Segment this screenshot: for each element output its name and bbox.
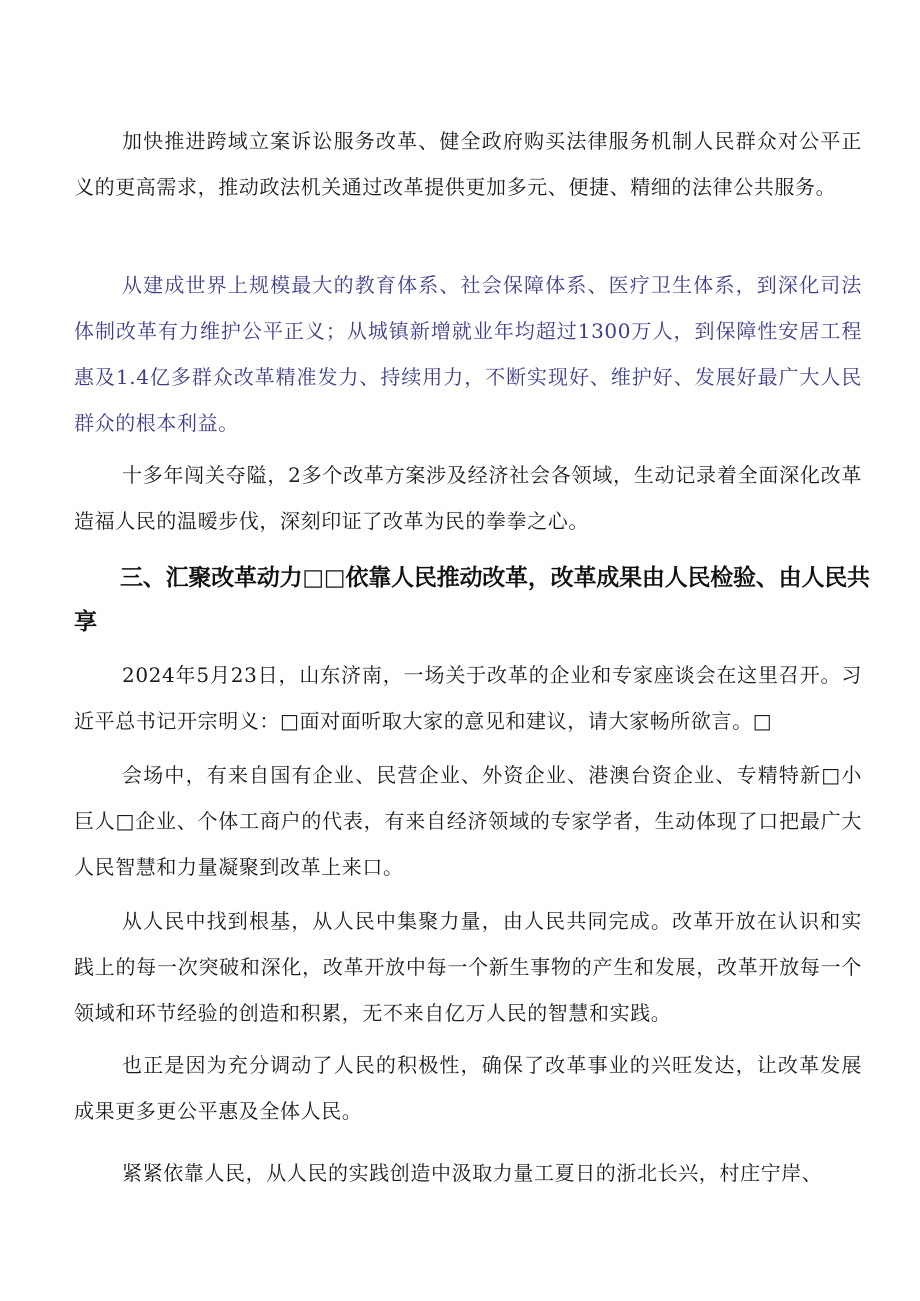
paragraph-people-foundation: 从人民中找到根基，从人民中集聚力量，由人民共同完成。改革开放在认识和实践上的每一次突破和深化，改革开放中每一个新生事物的产生和发展，改革开放每一个领域和环节经验的创造和积累，无不来自亿万人民的智慧和实践。 <box>74 909 862 1025</box>
section-heading: 三、汇聚改革动力□□依靠人民推动改革，改革成果由人民检验、由人民共享 <box>74 565 870 635</box>
paragraph-legal-services: 加快推进跨域立案诉讼服务改革、健全政府购买法律服务机制人民群众对公平正义的更高需求，推动政法机关通过改革提供更加多元、便捷、精细的法律公共服务。 <box>74 129 862 199</box>
paragraph-attendees: 会场中，有来自国有企业、民营企业、外资企业、港澳台资企业、专精特新□小巨人□企业、个体工商户的代表，有来自经济领域的专家学者，生动体现了口把最广大人民智慧和力量凝聚到改革上来口。 <box>74 763 862 879</box>
paragraph-rely-on-people: 紧紧依靠人民，从人民的实践创造中汲取力量工夏日的浙北长兴，村庄宁岸、 <box>122 1161 823 1185</box>
paragraph-social-systems: 从建成世界上规模最大的教育体系、社会保障体系、医疗卫生体系，到深化司法体制改革有力维护公平正义；从城镇新增就业年均超过1300万人，到保障性安居工程惠及1.4亿多群众改革精准发力、持续用力，不断实现好、维护好、发展好最广大人民群众的根本利益。 <box>74 273 862 435</box>
paragraph-symposium: 2024年5月23日，山东济南，一场关于改革的企业和专家座谈会在这里召开。习近平总书记开宗明义：□面对面听取大家的意见和建议，请大家畅所欲言。□ <box>74 663 862 733</box>
paragraph-people-enthusiasm: 也正是因为充分调动了人民的积极性，确保了改革事业的兴旺发达，让改革发展成果更多更公平惠及全体人民。 <box>74 1053 862 1123</box>
paragraph-reform-plans: 十多年闯关夺隘，2多个改革方案涉及经济社会各领域，生动记录着全面深化改革造福人民的温暧步伐，深刻印证了改革为民的拳拳之心。 <box>74 463 862 533</box>
